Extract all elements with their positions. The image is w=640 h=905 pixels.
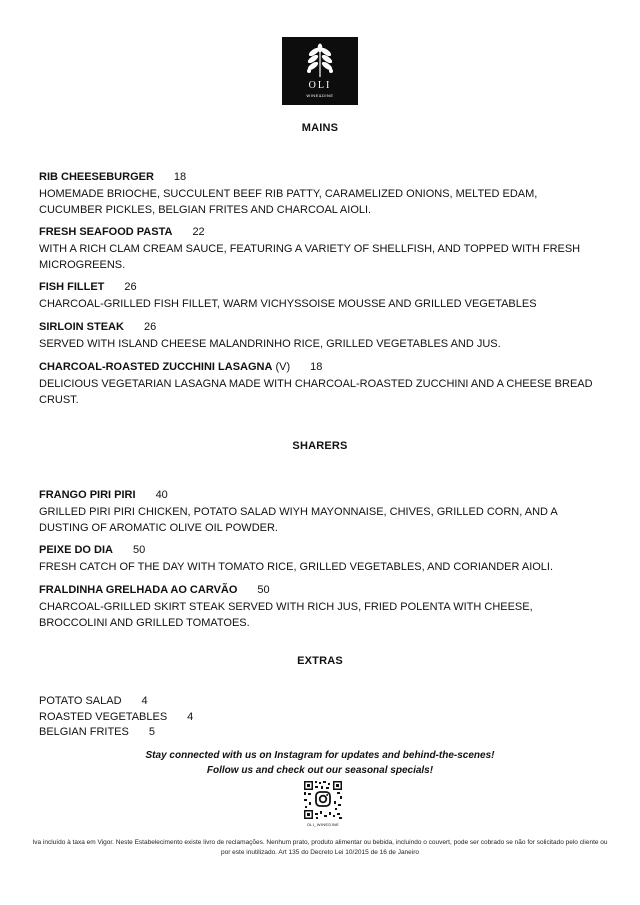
- item-name: CHARCOAL-ROASTED ZUCCHINI LASAGNA: [39, 361, 273, 373]
- item-price: 50: [132, 544, 146, 556]
- item-price: 26: [143, 321, 157, 333]
- section-title-sharers: SHARERS: [292, 440, 348, 452]
- extra-name: POTATO SALAD: [39, 695, 122, 707]
- menu-item: [39, 488, 599, 536]
- item-name: FRESH SEAFOOD PASTA: [39, 226, 173, 238]
- item-name: RIB CHEESEBURGER: [39, 171, 154, 183]
- item-description: WITH A RICH CLAM CREAM SAUCE, FEATURING A VARIETY OF SHELLFISH, AND TOPPED WITH FRESH MICROGREENS.: [39, 243, 581, 271]
- item-name: FRALDINHA GRELHADA AO CARVÃO: [39, 584, 238, 596]
- item-price: 18: [310, 361, 323, 373]
- item-description: GRILLED PIRI PIRI CHICKEN, POTATO SALAD WIYH MAYONNAISE, CHIVES, GRILLED CORN, AND A DUSTING OF AROMATIC OLIVE OIL POWDER.: [39, 506, 558, 534]
- item-description: CHARCOAL-GRILLED SKIRT STEAK SERVED WITH RICH JUS, FRIED POLENTA WITH CHEESE, BROCCOLINI AND GRILLED TOMATOES.: [39, 601, 533, 629]
- legal-notice: Iva incluído à taxa em Vigor. Neste Estabelecimento existe livro de reclamações. Nenhum prato, produto alimentar ou bebida, incluindo o couvert, pode ser cobrado se não for solicitado pelo cliente ou por este inutilizado. Art 135 do Decreto Lei 10/2015 de 16 de Janeiro: [32, 839, 608, 856]
- olive-branch-icon: [282, 37, 358, 81]
- list-item: [39, 710, 193, 726]
- menu-item: [39, 583, 599, 631]
- item-description: SERVED WITH ISLAND CHEESE MALANDRINHO RICE, GRILLED VEGETABLES AND JUS.: [39, 338, 501, 350]
- extra-name: ROASTED VEGETABLES: [39, 710, 168, 723]
- item-name: FISH FILLET: [39, 281, 105, 293]
- vegetarian-tag: (V): [275, 361, 291, 373]
- item-price: 22: [192, 226, 205, 238]
- item-description: DELICIOUS VEGETARIAN LASAGNA MADE WITH CHARCOAL-ROASTED ZUCCHINI AND A CHEESE BREAD CRUST.: [39, 378, 593, 406]
- instagram-line-2: Follow us and check out our seasonal specials!: [206, 765, 434, 776]
- menu-item: [39, 543, 599, 575]
- section-title-extras: EXTRAS: [297, 655, 343, 667]
- extra-price: 5: [148, 726, 155, 738]
- menu-item: [39, 170, 599, 218]
- item-price: 50: [257, 584, 270, 596]
- menu-item: [39, 320, 599, 352]
- item-price: 40: [155, 489, 168, 501]
- section-title-mains: MAINS: [301, 122, 339, 134]
- extra-name: BELGIAN FRITES: [39, 726, 129, 738]
- item-name: FRANGO PIRI PIRI: [39, 489, 136, 501]
- list-item: [39, 694, 193, 710]
- item-description: CHARCOAL-GRILLED FISH FILLET, WARM VICHYSSOISE MOUSSE AND GRILLED VEGETABLES: [39, 298, 537, 310]
- extra-price: 4: [187, 710, 194, 723]
- item-name: SIRLOIN STEAK: [39, 321, 124, 333]
- item-description: FRESH CATCH OF THE DAY WITH TOMATO RICE, GRILLED VEGETABLES, AND CORIANDER AIOLI.: [39, 561, 554, 573]
- menu-item: [39, 360, 599, 408]
- instagram-callout: [0, 748, 640, 778]
- restaurant-logo: [282, 37, 358, 105]
- instagram-line-1: Stay connected with us on Instagram for updates and behind-the-scenes!: [145, 750, 495, 761]
- item-name: PEIXE DO DIA: [39, 544, 113, 556]
- item-price: 26: [124, 281, 137, 293]
- list-item: [39, 725, 193, 741]
- item-description: HOMEMADE BRIOCHE, SUCCULENT BEEF RIB PATTY, CARAMELIZED ONIONS, MELTED EDAM, CUCUMBER PICKLES, BELGIAN FRITES AND CHARCOAL AIOLI.: [39, 188, 538, 216]
- logo-name: OLI: [308, 80, 332, 91]
- instagram-qr-code-icon[interactable]: [303, 780, 343, 820]
- logo-subtitle: WINE&DINE: [306, 93, 334, 98]
- menu-item: [39, 225, 599, 273]
- extra-price: 4: [141, 695, 148, 707]
- menu-item: [39, 280, 599, 312]
- instagram-handle: OLI_WINEDINE: [306, 822, 340, 827]
- item-price: 18: [173, 171, 187, 183]
- extras-list: [39, 694, 193, 741]
